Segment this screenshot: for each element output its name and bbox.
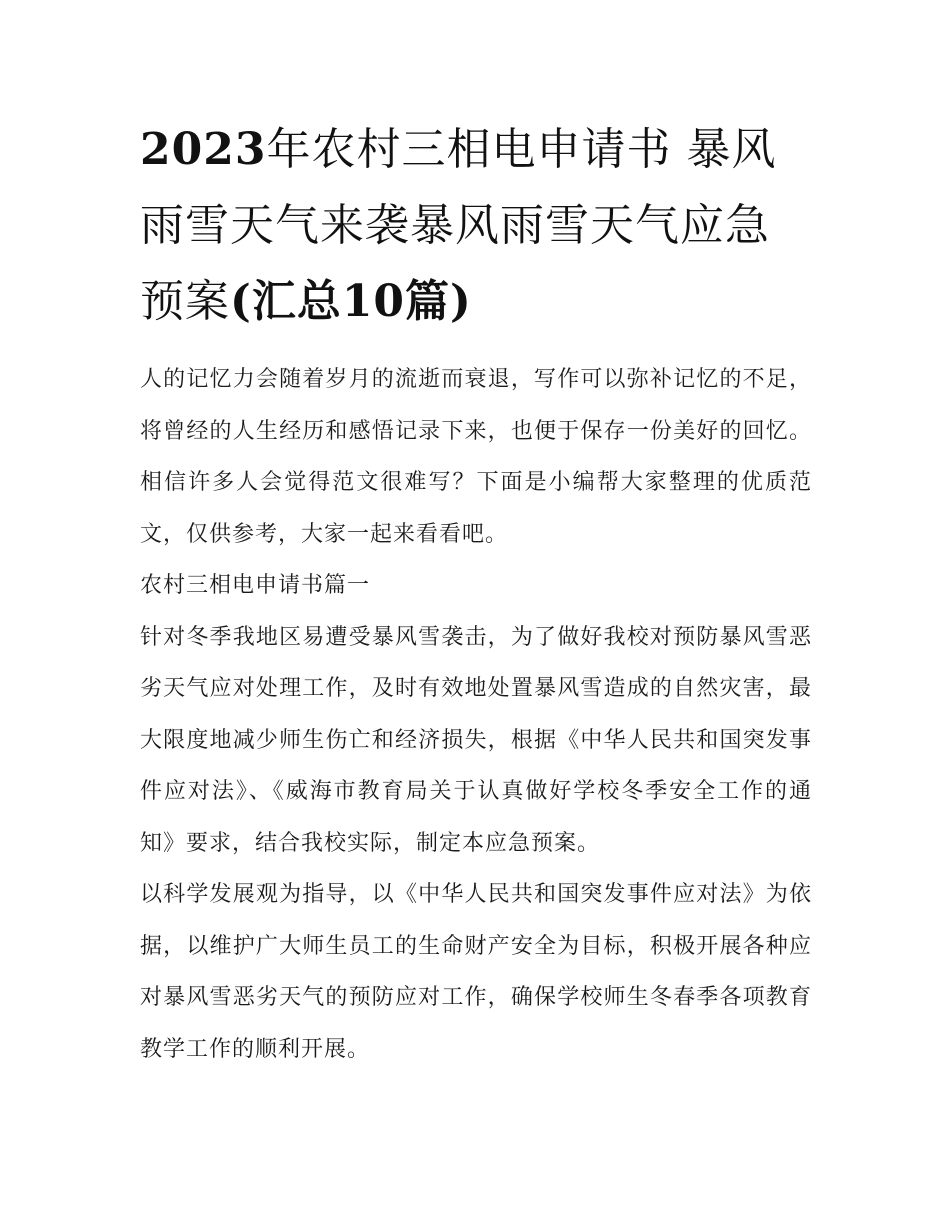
body-paragraph-2: 以科学发展观为指导，以《中华人民共和国突发事件应对法》为依据，以维护广大师生员工的生命财产安全为目标，积极开展各种应对暴风雪恶劣天气的预防应对工作，确保学校师生冬春季各项教育教学工作的顺利开展。 — [140, 882, 812, 1062]
title-main: 年农村三相电申请书 暴风雨雪天气来袭暴风雨雪天气应急预案 — [140, 124, 777, 327]
document-title — [140, 112, 812, 340]
section-heading: 农村三相电申请书篇一 — [140, 573, 371, 598]
intro-paragraph: 人的记忆力会随着岁月的流逝而衰退，写作可以弥补记忆的不足，将曾经的人生经历和感悟记录下来，也便于保存一份美好的回忆。相信许多人会觉得范文很难写？下面是小编帮大家整理的优质范文，仅供参考，大家一起来看看吧。 — [140, 367, 812, 547]
title-year: 2023 — [140, 124, 267, 175]
document-body — [140, 112, 812, 1075]
body-paragraph-1: 针对冬季我地区易遭受暴风雪袭击，为了做好我校对预防暴风雪恶劣天气应对处理工作，及时有效地处置暴风雪造成的自然灾害，最大限度地减少师生伤亡和经济损失，根据《中华人民共和国突发事件应对法》、《威海市教育局关于认真做好学校冬季安全工作的通知》要求，结合我校实际，制定本应急预案。 — [140, 624, 812, 856]
title-suffix: (汇总10篇) — [230, 276, 472, 327]
